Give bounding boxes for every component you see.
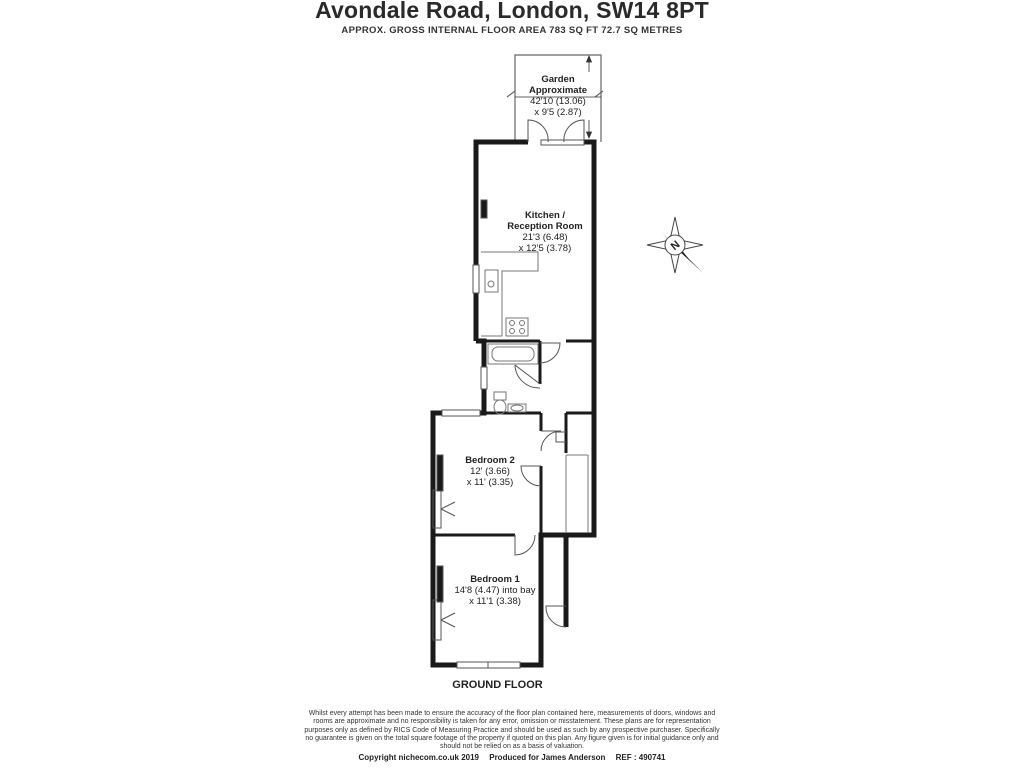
compass-north-letter: N (668, 238, 683, 253)
plan-title: Avondale Road, London, SW14 8PT (315, 0, 709, 23)
garden-name-line1: Garden (541, 74, 575, 85)
disclaimer-text: Whilst every attempt has been made to ensure the accuracy of the floor plan contained here, measurements of doors, windows and rooms are approximate and no responsibility is taken for any error, omission or misstatement. These plans are for representation purposes only as defined by RICS Code of Measuring Practice and should be used as such by any prospective purchaser. Specifically no guarantee is given on the total square footage of the property if quoted on this plan. Any figure given is for initial guidance only and should not be relied on as a basis of valuation. (304, 710, 720, 751)
garden-dimension-1: 42'10 (13.06) (530, 96, 586, 107)
bedroom2-label (440, 455, 540, 488)
garden-name-line2: Approximate (528, 85, 588, 96)
footer-copyright: Copyright nichecom.co.uk 2019 (358, 753, 479, 762)
footer-reference: REF : 490741 (615, 753, 666, 762)
bedroom2-dimension-2: x 11' (3.35) (466, 477, 514, 488)
kitchen-label (490, 210, 600, 254)
bedroom2-dimension-1: 12' (3.66) (470, 466, 510, 477)
doors (515, 120, 584, 627)
footer (0, 753, 1024, 762)
interior-walls (433, 341, 594, 535)
bedroom1-name: Bedroom 1 (470, 574, 520, 585)
bedroom1-dimension-2: x 11'1 (3.38) (469, 596, 521, 607)
bedroom2-name: Bedroom 2 (465, 455, 515, 466)
kitchen-name-line1: Kitchen / (524, 210, 566, 221)
kitchen-dimension-1: 21'3 (6.48) (522, 232, 568, 243)
bedroom1-label (440, 574, 550, 607)
floor-area-subtitle: APPROX. GROSS INTERNAL FLOOR AREA 783 SQ FT 72.7 SQ METRES (341, 25, 683, 36)
hallway-lines (566, 455, 588, 533)
bathroom-fixtures (488, 344, 538, 414)
kitchen-dimension-2: x 12'5 (3.78) (518, 243, 572, 254)
kitchen-name-line2: Reception Room (507, 221, 583, 232)
footer-produced-for: Produced for James Anderson (489, 753, 606, 762)
garden-label (510, 74, 606, 118)
bedroom1-dimension-1: 14'8 (4.47) into bay (454, 585, 536, 596)
floor-label: GROUND FLOOR (452, 679, 543, 691)
garden-dimension-2: x 9'5 (2.87) (534, 107, 582, 118)
kitchen-fixtures (481, 252, 538, 336)
